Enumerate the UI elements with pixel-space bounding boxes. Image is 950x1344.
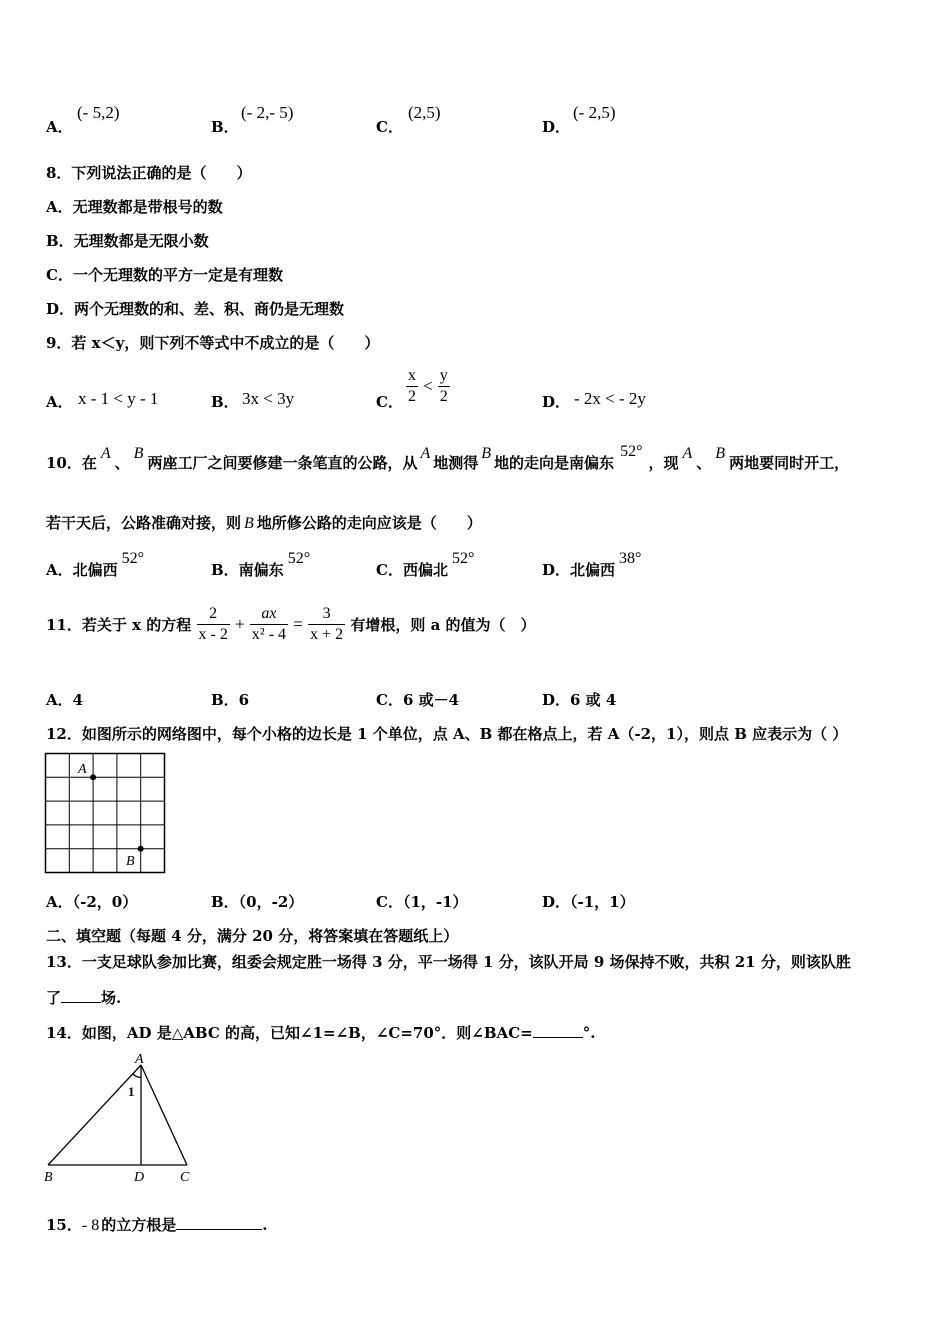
q11-text-1: 11．若关于 x 的方程: [46, 616, 192, 634]
q8-option-c: C．一个无理数的平方一定是有理数: [46, 266, 283, 284]
q7-option-c-value: (2,5): [408, 103, 441, 122]
q10-text-6: 两地要同时开工，: [729, 454, 850, 472]
q14-answer-blank[interactable]: [533, 1037, 583, 1038]
q13-line1: 13．一支足球队参加比赛，组委会规定胜一场得 3 分，平一场得 1 分，该队开局 9 场保持不败，共积 21 分，则该队胜: [46, 953, 851, 971]
q8-option-d: D．两个无理数的和、差、积、商仍是无理数: [46, 300, 345, 318]
q11-equals: =: [293, 614, 303, 634]
q12-option-b: B．（0，-2）: [211, 893, 304, 911]
q10-angle: 52°: [620, 443, 643, 460]
q15-answer-blank[interactable]: [176, 1229, 262, 1230]
q11-frac-3: $\frac{3}{x + 2}$: [310, 605, 344, 643]
q8-option-a: A．无理数都是带根号的数: [46, 198, 223, 216]
q12-stem: 12．如图所示的网络图中，每个小格的边长是 1 个单位，点 A、B 都在格点上，若 A（-2，1），则点 B 应表示为（ ）: [46, 725, 848, 743]
q10-option-c: [376, 550, 475, 580]
q15-text: 的立方根是: [101, 1216, 177, 1234]
q9-stem: 9．若 x＜y，则下列不等式中不成立的是（ ）: [46, 334, 380, 352]
q10-point-b-3: B: [715, 445, 726, 462]
q15-number: 15．: [46, 1216, 82, 1234]
q13-line2: [46, 987, 121, 1008]
q10-line1: [46, 443, 850, 473]
q9-option-b-value: 3x < 3y: [242, 389, 295, 408]
q10-line2-text-1: 若干天后，公路准确对接，则: [46, 514, 242, 532]
q7-option-d-label: D．: [542, 118, 571, 136]
section-2-heading: 二、填空题（每题 4 分，满分 20 分，将答案填在答题纸上）: [46, 927, 459, 945]
q12-grid-lines: [46, 754, 165, 873]
q11-text-2: 有增根，则 a 的值为（ ）: [350, 616, 536, 634]
q11-option-b: B．6: [211, 691, 250, 709]
q8-option-b: B．无理数都是无限小数: [46, 232, 209, 250]
q10-option-a: [46, 550, 145, 580]
q10-text-3: 地测得: [433, 454, 479, 472]
q10-point-b-2: B: [481, 445, 492, 462]
q7-option-b-label: B．: [211, 118, 239, 136]
q9-option-d-value: - 2x < - 2y: [574, 389, 646, 408]
q10-option-c-label: C．西偏北: [376, 561, 448, 579]
q10-option-b: [211, 550, 311, 580]
q11-frac-1: $\frac{2}{x - 2}$: [198, 605, 228, 643]
q14-label-c: C: [180, 1170, 190, 1185]
q9-option-c-value: [406, 366, 450, 407]
q12-option-c: C．（1，-1）: [376, 893, 468, 911]
q13-text-1: 了: [46, 989, 62, 1007]
q11-line: [46, 604, 536, 645]
q9-c-frac-y: $\frac{y}{2}$: [439, 367, 448, 405]
q15-value: - 8: [81, 1217, 100, 1234]
q11-option-d: D．6 或 4: [542, 691, 617, 709]
q15-tail: .: [262, 1216, 268, 1234]
q10-line2-text-2: 地所修公路的走向应该是（ ）: [256, 514, 482, 532]
q14-label-a: A: [135, 1052, 144, 1067]
q14-triangle-figure: [40, 1048, 200, 1188]
q10-point-b-4: B: [244, 515, 254, 532]
q11-option-a: A．4: [46, 691, 84, 709]
q10-line2: [46, 512, 482, 533]
q10-option-d: [542, 550, 642, 580]
q10-text-4: 地的走向是南偏东: [494, 454, 615, 472]
q10-option-a-angle: 52°: [121, 550, 145, 567]
q14-label-d: D: [134, 1170, 145, 1185]
q14-label-b: B: [44, 1170, 53, 1185]
q12-option-a: A．（-2，0）: [46, 893, 138, 911]
q10-point-a-3: A: [682, 445, 693, 462]
q9-option-d-label: D．: [542, 393, 571, 411]
q12-grid-figure: [44, 752, 168, 876]
q10-sep-2: 、: [696, 454, 712, 472]
q11-frac-2: $\frac{ax}{\text{x² - 4}}$: [251, 605, 287, 643]
q9-option-a-label: A．: [46, 393, 73, 411]
q10-sep: 、: [114, 454, 130, 472]
q7-option-b-value: (- 2,- 5): [241, 103, 294, 122]
q15-line: [46, 1214, 267, 1235]
q13-text-2: 场.: [101, 989, 122, 1007]
q9-option-c-label: C．: [376, 393, 403, 411]
q7-option-c-label: C．: [376, 118, 403, 136]
q12-option-d: D．（-1，1）: [542, 893, 635, 911]
q10-option-d-label: D．北偏西: [542, 561, 616, 579]
q10-text-5: ，现: [648, 454, 679, 472]
q7-option-a-label: A．: [46, 118, 73, 136]
q10-text-2: 两座工厂之间要修建一条笔直的公路，从: [147, 454, 418, 472]
q12-label-a: A: [78, 762, 87, 777]
q9-c-less-than: <: [423, 376, 433, 396]
q9-option-a-value: x - 1 < y - 1: [78, 389, 159, 408]
q14-triangle-lines: [48, 1065, 187, 1165]
q10-option-c-angle: 52°: [451, 550, 475, 567]
q11-option-c: C．6 或－4: [376, 691, 460, 709]
q10-text-1: 10．在: [46, 454, 97, 472]
q7-option-a-value: (- 5,2): [77, 103, 120, 122]
q11-plus: +: [235, 614, 245, 634]
q14-label-angle-1: 1: [128, 1084, 135, 1099]
q12-point-a-dot: [90, 774, 96, 780]
q14-tail: °.: [582, 1024, 596, 1042]
q7-option-d-value: (- 2,5): [573, 103, 616, 122]
q10-point-a-2: A: [420, 445, 431, 462]
q10-option-d-angle: 38°: [619, 550, 642, 567]
q12-label-b: B: [126, 854, 135, 869]
q14-line: [46, 1022, 595, 1043]
q12-point-b-dot: [138, 846, 144, 852]
q10-option-b-label: B．南偏东: [211, 561, 284, 579]
q10-point-b: B: [133, 445, 144, 462]
q9-option-b-label: B．: [211, 393, 239, 411]
q14-text: 14．如图，AD 是△ABC 的高，已知∠1=∠B，∠C=70°．则∠BAC=: [46, 1024, 533, 1042]
q8-stem: 8．下列说法正确的是（ ）: [46, 164, 252, 182]
q13-answer-blank[interactable]: [61, 1002, 101, 1003]
q10-option-a-label: A．北偏西: [46, 561, 118, 579]
q10-option-b-angle: 52°: [287, 550, 311, 567]
q9-c-frac-x: $\frac{x}{2}$: [408, 367, 416, 405]
q10-point-a: A: [100, 445, 111, 462]
